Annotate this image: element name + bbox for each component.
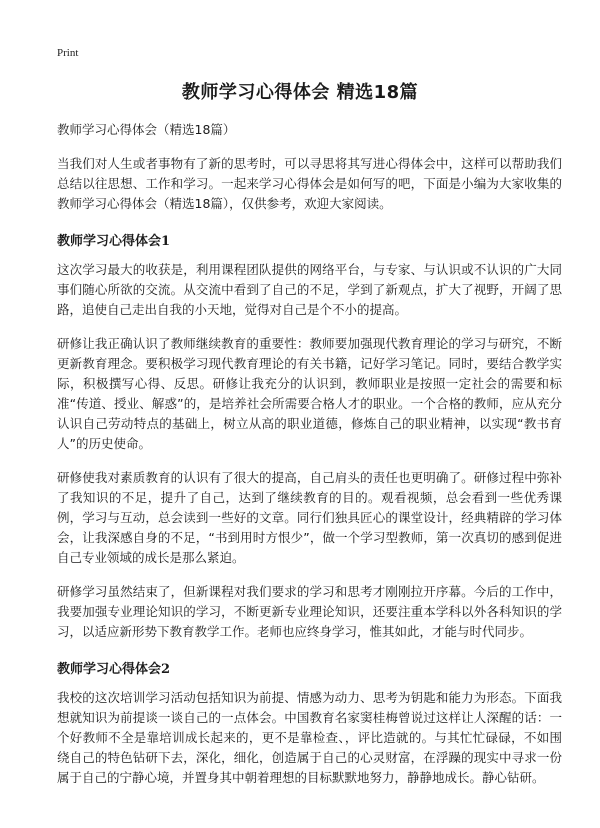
page-title: 教师学习心得体会 精选18篇 <box>181 82 419 103</box>
article-body <box>57 120 562 802</box>
section-heading: 教师学习心得体会1 <box>57 234 171 249</box>
article-subtitle: 教师学习心得体会（精选18篇） <box>57 122 236 137</box>
intro-paragraph: 当我们对人生或者事物有了新的思考时，可以寻思将其写进心得体会中，这样可以帮助我们总结以往思想、工作和学习。一起来学习心得体会是如何写的吧，下面是小编为大家收集的教师学习心得体会（精选18篇），仅供参考，欢迎大家阅读。 <box>57 156 562 211</box>
print-link[interactable]: Print <box>57 47 79 59</box>
section-1-paragraph-2: 研修让我正确认识了教师继续教育的重要性：教师要加强现代教育理论的学习与研究，不断更新教育理念。要积极学习现代教育理论的有关书籍，记好学习笔记。同时，要结合教学实际，积极撰写心得、反思。研修让我充分的认识到，教师职业是按照一定社会的需要和标准“传道、授业、解惑”的，是培养社会所需要合格人才的职业。一个合格的教师，应从充分认识自己劳动特点的基础上，树立从高的职业道德，修炼自己的职业精神，以实现“教书育人”的历史使命。 <box>57 336 562 451</box>
section-2-paragraph-1: 我校的这次培训学习活动包括知识为前提、情感为动力、思考为钥匙和能力为形态。下面我想就知识为前提谈一谈自己的一点体会。中国教育名家窦桂梅曾说过这样让人深醒的话：一个好教师不全是靠培训成长起来的，更不是靠检查、，评比造就的。与其忙忙碌碌，不如围绕自己的特色钻研下去，深化，细化，创造属于自己的心灵财富，在浮躁的现实中寻求一份属于自己的宁静心境，并置身其中朝着理想的目标默默地努力，静静地成长。静心钻研。 <box>57 690 562 785</box>
section-1-paragraph-4: 研修学习虽然结束了，但新课程对我们要求的学习和思考才刚刚拉开序幕。今后的工作中，我要加强专业理论知识的学习，不断更新专业理论知识，还要注重本学科以外各科知识的学习，以适应新形势下教育教学工作。老师也应终身学习，惟其如此，才能与时代同步。 <box>57 584 562 639</box>
section-1-paragraph-1: 这次学习最大的收获是，利用课程团队提供的网络平台，与专家、与认识或不认识的广大同事们随心所欲的交流。从交流中看到了自己的不足，学到了新观点，扩大了视野，开阔了思路，追使自己走出自我的小天地，觉得对自己是个不小的提高。 <box>57 262 562 317</box>
section-1-paragraph-3: 研修使我对素质教育的认识有了很大的提高，自己肩头的责任也更明确了。研修过程中弥补了我知识的不足，提升了自己，达到了继续教育的目的。观看视频，总会看到一些优秀课例，学习与互动，总会读到一些好的文章。同行们独具匠心的课堂设计，经典精辟的学习体会，让我深感自身的不足，“书到用时方恨少”，做一个学习型教师，第一次真切的感到促进自己专业领域的成长是那么紧迫。 <box>57 470 562 565</box>
section-heading: 教师学习心得体会2 <box>57 662 171 677</box>
